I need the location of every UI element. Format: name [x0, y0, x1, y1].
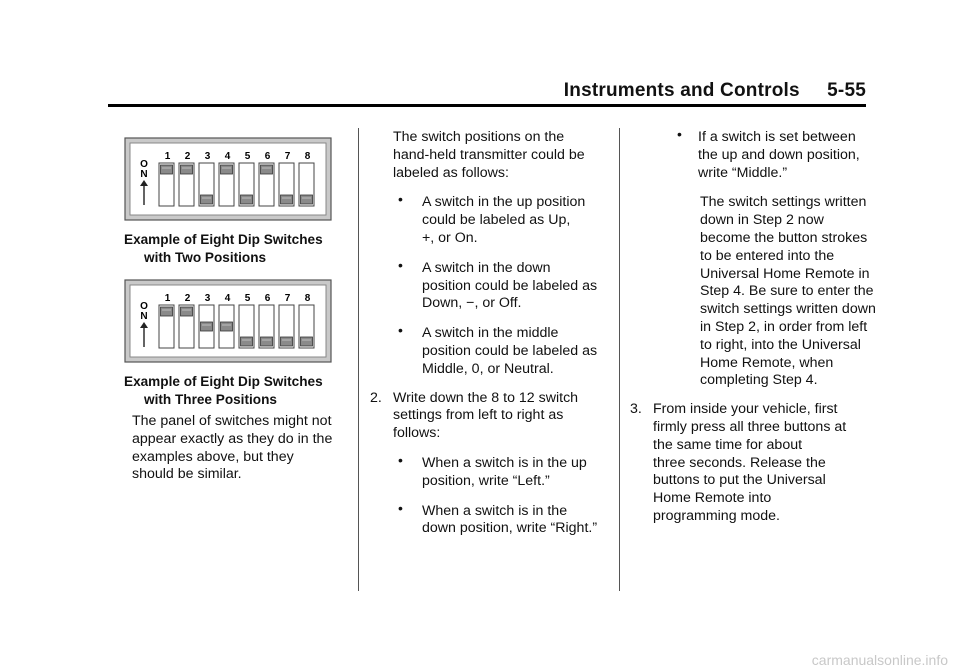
text-line: firmly press all three buttons at	[653, 418, 847, 435]
col3-text	[630, 126, 880, 526]
watermark: carmanualsonline.info	[811, 652, 948, 668]
text-line: Home Remote into	[653, 490, 772, 507]
figure1-caption-line1: Example of Eight Dip Switches	[124, 232, 323, 247]
fig1-on-label-n: N	[140, 169, 148, 180]
bullet-icon: •	[398, 322, 403, 339]
fig1-switch-toggle	[301, 195, 313, 204]
text-line: to be entered into the	[700, 247, 835, 264]
text-line: the up and down position,	[698, 146, 860, 163]
bullet-write-right	[370, 499, 615, 539]
text-line: to right, into the Universal	[700, 336, 861, 353]
fig1-switch-number: 5	[244, 151, 251, 162]
text-line: examples above, but they	[132, 448, 294, 465]
fig2-switch-toggle	[181, 307, 193, 316]
figure1-caption-line2: with Two Positions	[144, 250, 267, 265]
text-line: The panel of switches might not	[132, 413, 332, 429]
col2-text	[370, 129, 615, 538]
col2-intro	[370, 129, 615, 182]
text-line: three seconds. Release the	[653, 454, 826, 471]
text-line: The switch settings written	[700, 194, 867, 211]
text-line: The switch positions on the	[393, 129, 565, 145]
text-line: down position, write “Right.”	[422, 520, 598, 537]
fig1-switch-number: 2	[184, 151, 191, 162]
text-line: switch settings written down	[700, 301, 876, 318]
fig2-switch-toggle	[281, 337, 293, 346]
fig2-switch-toggle	[301, 337, 313, 346]
fig1-switch-number: 7	[284, 151, 291, 162]
page-title: Instruments and Controls 5-55	[563, 80, 866, 101]
text-line: Middle, 0, or Neutral.	[422, 360, 554, 377]
fig1-switch-toggle	[221, 165, 233, 174]
fig2-on-label-o: O	[140, 301, 148, 312]
text-line: position, write “Left.”	[422, 472, 550, 489]
fig1-switch-number: 4	[224, 151, 231, 162]
text-line: Write down the 8 to 12 switch	[393, 389, 579, 406]
fig2-switch-number: 1	[164, 293, 171, 304]
fig2-switch-number: 3	[204, 293, 211, 304]
fig2-switch-number: 4	[224, 293, 231, 304]
bullet-down-position	[370, 256, 615, 313]
text-line: Step 4. Be sure to enter the	[700, 283, 874, 300]
text-line: settings from left to right as	[393, 407, 564, 424]
text-line: become the button strokes	[700, 229, 868, 246]
bullet-up-position	[370, 191, 615, 247]
fig1-switch-toggle	[261, 165, 273, 174]
text-line: When a switch is in the	[422, 502, 568, 519]
text-line: the same time for about	[653, 436, 803, 453]
bullet-write-middle	[630, 126, 880, 182]
fig1-switch-number: 1	[164, 151, 171, 162]
text-line: follows:	[393, 425, 441, 442]
dip-switch-figure-two-positions	[124, 137, 332, 221]
fig2-switch-number: 8	[304, 293, 311, 304]
text-line: Down, −, or Off.	[422, 295, 522, 312]
text-line: buttons to put the Universal	[653, 472, 826, 489]
fig2-switch-number: 5	[244, 293, 251, 304]
text-line: +, or On.	[422, 229, 478, 246]
bullet-write-left	[370, 451, 615, 491]
column-divider	[358, 128, 359, 591]
figure2-caption	[124, 373, 323, 409]
figure2-caption-line1: Example of Eight Dip Switches	[124, 374, 323, 389]
text-line: completing Step 4.	[700, 372, 818, 389]
bullet-icon: •	[398, 499, 403, 516]
fig2-switch-number: 2	[184, 293, 191, 304]
figure1-caption	[124, 231, 323, 267]
fig2-switch-number: 6	[264, 293, 271, 304]
bullet-icon: •	[398, 451, 403, 468]
text-line: A switch in the up position	[422, 194, 586, 211]
fig2-switch-number: 7	[284, 293, 291, 304]
fig2-switch-toggle	[261, 337, 273, 346]
text-line: Home Remote, when	[700, 354, 834, 371]
text-line: could be labeled as Up,	[422, 212, 571, 229]
text-line: A switch in the down	[422, 259, 551, 276]
step-2	[370, 390, 615, 443]
fig1-switch-toggle	[281, 195, 293, 204]
fig2-switch-toggle	[161, 307, 173, 316]
fig1-switch-number: 6	[264, 151, 271, 162]
text-line: If a switch is set between	[698, 129, 856, 145]
text-line: in Step 2, in order from left	[700, 318, 868, 335]
fig2-switch-toggle	[201, 322, 213, 331]
step-number: 2.	[370, 389, 382, 406]
text-line: labeled as follows:	[393, 164, 509, 181]
step-3	[630, 401, 880, 526]
fig1-switch-toggle	[181, 165, 193, 174]
fig1-on-label-o: O	[140, 159, 148, 170]
text-line: should be similar.	[132, 466, 242, 483]
text-line: appear exactly as they do in the	[132, 430, 333, 447]
fig1-switch-number: 3	[204, 151, 211, 162]
fig1-switch-toggle	[201, 195, 213, 204]
page-header	[108, 74, 866, 107]
bullet-icon: •	[398, 191, 403, 208]
text-line: When a switch is in the up	[422, 454, 587, 471]
bullet-middle-position	[370, 322, 615, 378]
text-line: down in Step 2 now	[700, 212, 824, 229]
text-line: Universal Home Remote in	[700, 265, 870, 282]
text-line: programming mode.	[653, 507, 780, 524]
fig2-switch-toggle	[241, 337, 253, 346]
switch-settings-note	[630, 194, 880, 390]
bullet-icon: •	[398, 256, 403, 273]
bullet-icon: •	[677, 126, 682, 142]
column-divider	[619, 128, 620, 591]
fig1-switch-toggle	[241, 195, 253, 204]
text-line: From inside your vehicle, first	[653, 401, 838, 418]
fig1-switch-number: 8	[304, 151, 311, 162]
text-line: position could be labeled as	[422, 277, 598, 294]
figure2-caption-line2: with Three Positions	[144, 392, 277, 407]
fig1-switch-toggle	[161, 165, 173, 174]
text-line: A switch in the middle	[422, 325, 559, 342]
text-line: write “Middle.”	[698, 164, 788, 181]
fig2-on-label-n: N	[140, 311, 148, 322]
step-number: 3.	[630, 401, 642, 418]
col1-paragraph	[132, 413, 332, 484]
text-line: position could be labeled as	[422, 342, 598, 359]
fig2-switch-toggle	[221, 322, 233, 331]
text-line: hand-held transmitter could be	[393, 146, 585, 163]
dip-switch-figure-three-positions	[124, 279, 332, 363]
